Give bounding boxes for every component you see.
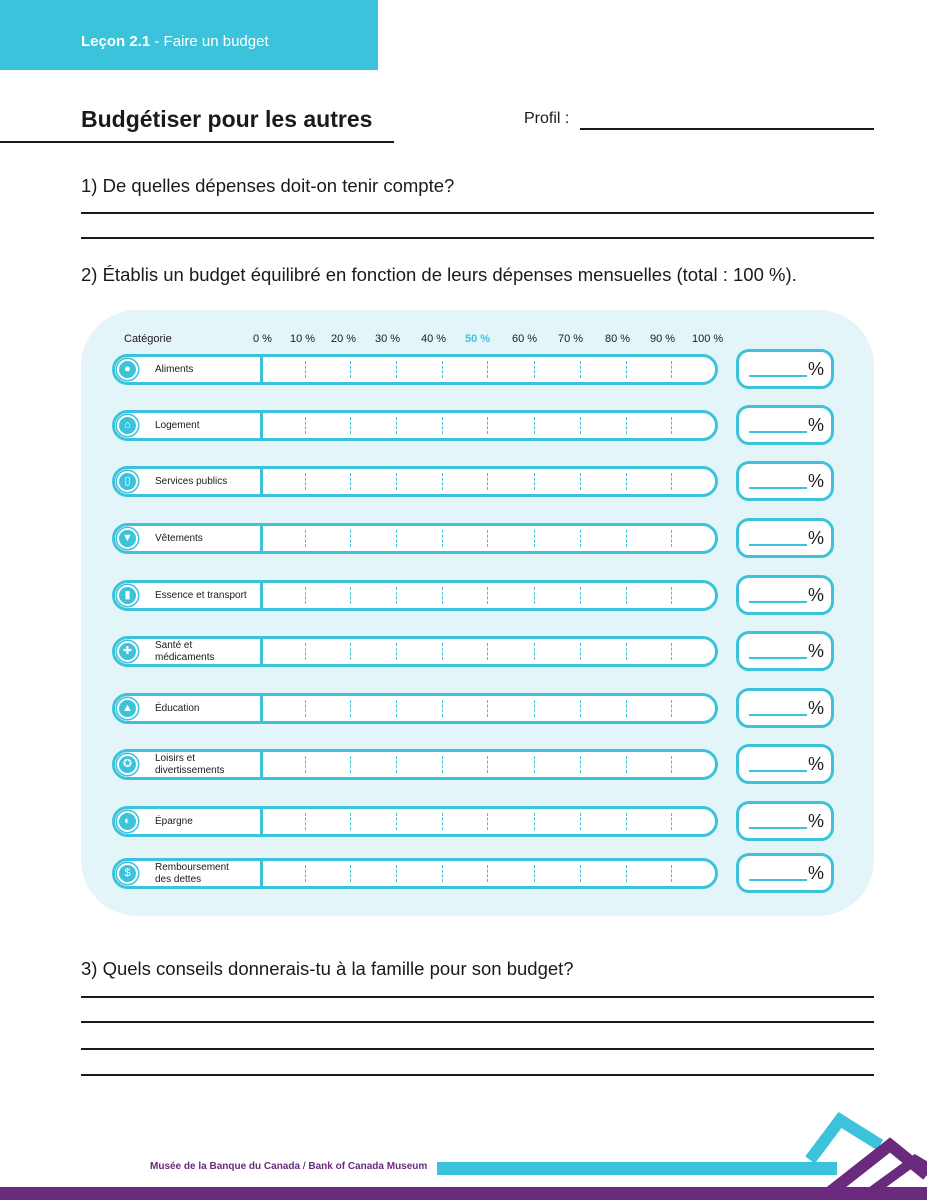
footer-purple-bar — [0, 1187, 927, 1200]
percent-blank-line[interactable] — [749, 487, 807, 489]
percent-blank-line[interactable] — [749, 657, 807, 659]
gridline-tick — [626, 361, 627, 378]
gridline-tick — [671, 473, 672, 490]
page-title: Budgétiser pour les autres — [81, 106, 373, 132]
percent-input-box[interactable] — [736, 349, 834, 389]
gridline-tick — [580, 417, 581, 434]
gridline-tick — [442, 473, 443, 490]
percent-sign: % — [808, 863, 825, 883]
gridline-tick — [671, 643, 672, 660]
footer-museum-en: Bank of Canada Museum — [308, 1161, 428, 1172]
gridline-tick — [626, 700, 627, 717]
gridline-tick — [671, 361, 672, 378]
gridline-tick — [396, 813, 397, 830]
gridline-tick — [487, 643, 488, 660]
percent-blank-line[interactable] — [749, 601, 807, 603]
profil-field[interactable] — [580, 128, 874, 130]
gridline-tick — [442, 813, 443, 830]
category-label: Éducation — [155, 702, 200, 714]
gridline-tick — [487, 700, 488, 717]
percent-column-header: 100 % — [692, 333, 724, 345]
gridline-tick — [396, 361, 397, 378]
gridline-tick — [671, 756, 672, 773]
profil-label: Profil : — [524, 110, 570, 127]
percent-blank-line[interactable] — [749, 714, 807, 716]
percent-input-box[interactable] — [736, 575, 834, 615]
row-divider — [260, 410, 263, 441]
gridline-tick — [626, 813, 627, 830]
answer-line-q1[interactable] — [81, 237, 874, 239]
gas-pump-icon: ▮ — [117, 585, 138, 606]
gridline-tick — [442, 587, 443, 604]
gridline-tick — [671, 587, 672, 604]
gridline-tick — [487, 813, 488, 830]
footer-separator: / — [300, 1161, 309, 1172]
gridline-tick — [396, 643, 397, 660]
percent-sign: % — [808, 359, 825, 379]
shirt-icon: ▼ — [117, 528, 138, 549]
percent-blank-line[interactable] — [749, 375, 807, 377]
gridline-tick — [396, 417, 397, 434]
lesson-subtitle: - Faire un budget — [150, 33, 269, 50]
gridline-tick — [626, 756, 627, 773]
percent-input-box[interactable] — [736, 461, 834, 501]
gridline-tick — [350, 530, 351, 547]
category-label: Loisirs et divertissements — [155, 752, 225, 776]
gridline-tick — [534, 865, 535, 882]
gridline-tick — [487, 587, 488, 604]
percent-input-box[interactable] — [736, 744, 834, 784]
percent-column-header: 60 % — [512, 333, 538, 345]
gridline-tick — [534, 361, 535, 378]
gridline-tick — [442, 700, 443, 717]
gridline-tick — [350, 587, 351, 604]
percent-input-box[interactable] — [736, 631, 834, 671]
category-label: Aliments — [155, 363, 194, 375]
gridline-tick — [305, 865, 306, 882]
gridline-tick — [487, 361, 488, 378]
gridline-tick — [396, 530, 397, 547]
percent-column-header: 90 % — [650, 333, 676, 345]
gridline-tick — [626, 587, 627, 604]
gridline-tick — [580, 865, 581, 882]
gridline-tick — [487, 473, 488, 490]
gridline-tick — [350, 361, 351, 378]
apple-icon: ● — [117, 359, 138, 380]
gridline-tick — [534, 473, 535, 490]
gridline-tick — [396, 587, 397, 604]
row-divider — [260, 858, 263, 889]
category-label: Vêtements — [155, 532, 203, 544]
answer-line-q3[interactable] — [81, 1048, 874, 1050]
answer-line-q3[interactable] — [81, 1021, 874, 1023]
category-column-header: Catégorie — [124, 333, 172, 345]
category-label: Santé et médicaments — [155, 639, 215, 663]
gridline-tick — [350, 473, 351, 490]
gridline-tick — [626, 643, 627, 660]
percent-sign: % — [808, 698, 825, 718]
percent-sign: % — [808, 415, 825, 435]
percent-sign: % — [808, 811, 825, 831]
graduation-cap-icon: ▲ — [117, 698, 138, 719]
gridline-tick — [350, 865, 351, 882]
lesson-number: Leçon 2.1 — [81, 33, 151, 50]
gridline-tick — [487, 756, 488, 773]
gridline-tick — [626, 417, 627, 434]
row-divider — [260, 636, 263, 667]
percent-column-header: 80 % — [605, 333, 631, 345]
percent-blank-line[interactable] — [749, 544, 807, 546]
gridline-tick — [442, 865, 443, 882]
row-divider — [260, 523, 263, 554]
gridline-tick — [626, 865, 627, 882]
budget-row-bar[interactable] — [112, 354, 718, 385]
gridline-tick — [305, 530, 306, 547]
gridline-tick — [580, 643, 581, 660]
gridline-tick — [534, 813, 535, 830]
budget-row-bar[interactable] — [112, 693, 718, 724]
gridline-tick — [396, 865, 397, 882]
gridline-tick — [580, 756, 581, 773]
gridline-tick — [580, 361, 581, 378]
category-label: Remboursement des dettes — [155, 861, 229, 885]
budget-row-bar[interactable] — [112, 749, 718, 780]
footer-museum-fr: Musée de la Banque du Canada — [150, 1161, 301, 1172]
budget-row-bar[interactable] — [112, 523, 718, 554]
category-label: Services publics — [155, 475, 228, 487]
percent-column-header: 20 % — [331, 333, 357, 345]
budget-row-bar[interactable] — [112, 410, 718, 441]
budget-row-bar[interactable] — [112, 858, 718, 889]
gridline-tick — [626, 473, 627, 490]
answer-line-q3[interactable] — [81, 1074, 874, 1076]
gridline-tick — [534, 417, 535, 434]
gridline-tick — [534, 756, 535, 773]
answer-line-q3[interactable] — [81, 996, 874, 998]
percent-column-header: 10 % — [290, 333, 316, 345]
budget-row-bar[interactable] — [112, 466, 718, 497]
gridline-tick — [671, 865, 672, 882]
gridline-tick — [671, 417, 672, 434]
percent-input-box[interactable] — [736, 688, 834, 728]
category-label: Épargne — [155, 815, 193, 827]
gridline-tick — [442, 756, 443, 773]
percent-sign: % — [808, 471, 825, 491]
gridline-tick — [396, 756, 397, 773]
question-2: 2) Établis un budget équilibré en fonction de leurs dépenses mensuelles (total : 100 %). — [81, 264, 797, 285]
gridline-tick — [350, 643, 351, 660]
gridline-tick — [305, 813, 306, 830]
gridline-tick — [580, 587, 581, 604]
gridline-tick — [534, 530, 535, 547]
chevron-decoration-icon — [780, 1105, 927, 1200]
phone-icon: ▯ — [117, 471, 138, 492]
gridline-tick — [442, 530, 443, 547]
percent-blank-line[interactable] — [749, 827, 807, 829]
dollar-coin-icon: $ — [117, 863, 138, 884]
gridline-tick — [580, 700, 581, 717]
gridline-tick — [626, 530, 627, 547]
answer-line-q1[interactable] — [81, 212, 874, 214]
category-label: Logement — [155, 419, 200, 431]
percent-column-header: 0 % — [253, 333, 272, 345]
row-divider — [260, 354, 263, 385]
gridline-tick — [580, 473, 581, 490]
percent-sign: % — [808, 641, 825, 661]
gridline-tick — [396, 473, 397, 490]
row-divider — [260, 806, 263, 837]
percent-sign: % — [808, 528, 825, 548]
gridline-tick — [534, 643, 535, 660]
percent-input-box[interactable] — [736, 801, 834, 841]
footer-blue-bar — [437, 1162, 837, 1175]
gridline-tick — [396, 700, 397, 717]
gridline-tick — [350, 756, 351, 773]
gridline-tick — [305, 473, 306, 490]
gridline-tick — [350, 700, 351, 717]
question-3: 3) Quels conseils donnerais-tu à la famille pour son budget? — [81, 958, 574, 979]
percent-blank-line[interactable] — [749, 770, 807, 772]
row-divider — [260, 693, 263, 724]
lesson-header — [81, 33, 269, 50]
percent-sign: % — [808, 754, 825, 774]
gridline-tick — [580, 813, 581, 830]
gridline-tick — [671, 813, 672, 830]
percent-sign: % — [808, 585, 825, 605]
gridline-tick — [534, 700, 535, 717]
gridline-tick — [442, 417, 443, 434]
percent-input-box[interactable] — [736, 405, 834, 445]
percent-column-header: 70 % — [558, 333, 584, 345]
gridline-tick — [534, 587, 535, 604]
gridline-tick — [305, 417, 306, 434]
gridline-tick — [671, 700, 672, 717]
gridline-tick — [580, 530, 581, 547]
gridline-tick — [305, 643, 306, 660]
percent-blank-line[interactable] — [749, 879, 807, 881]
percent-input-box[interactable] — [736, 518, 834, 558]
percent-column-header: 30 % — [375, 333, 401, 345]
title-underline — [0, 141, 394, 143]
gridline-tick — [671, 530, 672, 547]
gridline-tick — [305, 587, 306, 604]
row-divider — [260, 749, 263, 780]
gridline-tick — [442, 643, 443, 660]
footer-credit — [150, 1161, 427, 1172]
gridline-tick — [305, 361, 306, 378]
category-label: Essence et transport — [155, 589, 247, 601]
gridline-tick — [487, 865, 488, 882]
row-divider — [260, 466, 263, 497]
gridline-tick — [305, 700, 306, 717]
percent-column-header: 50 % — [465, 333, 491, 345]
question-1: 1) De quelles dépenses doit-on tenir compte? — [81, 175, 455, 196]
house-icon: ⌂ — [117, 415, 138, 436]
gridline-tick — [350, 417, 351, 434]
gridline-tick — [350, 813, 351, 830]
gridline-tick — [487, 417, 488, 434]
gridline-tick — [442, 361, 443, 378]
percent-blank-line[interactable] — [749, 431, 807, 433]
percent-input-box[interactable] — [736, 853, 834, 893]
gridline-tick — [305, 756, 306, 773]
row-divider — [260, 580, 263, 611]
soccer-ball-icon: ✪ — [117, 754, 138, 775]
medical-cross-icon: ✚ — [117, 641, 138, 662]
budget-row-bar[interactable] — [112, 806, 718, 837]
budget-row-bar[interactable] — [112, 580, 718, 611]
budget-row-bar[interactable] — [112, 636, 718, 667]
percent-column-header: 40 % — [421, 333, 447, 345]
piggy-bank-icon: ◐ — [117, 811, 138, 832]
gridline-tick — [487, 530, 488, 547]
